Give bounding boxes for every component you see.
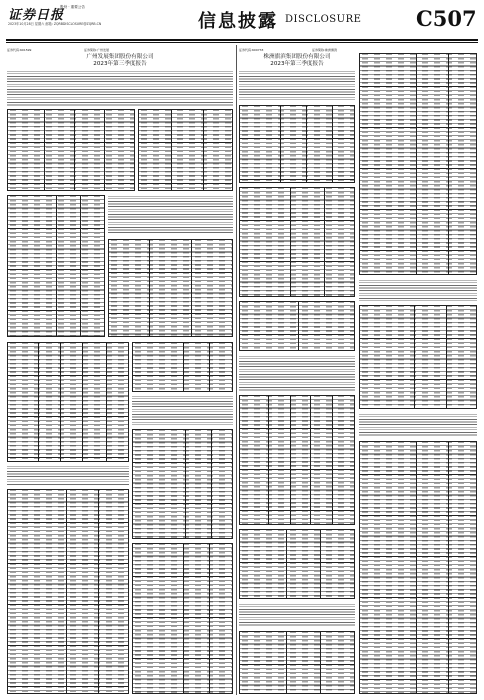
publication-info: 股份 · 重要公告 bbox=[60, 5, 85, 9]
announcement-title bbox=[6, 54, 234, 68]
data-table bbox=[239, 105, 355, 183]
column-divider bbox=[236, 45, 237, 695]
stock-short-name: 证券简称:广州发展 bbox=[84, 48, 110, 52]
text-block bbox=[239, 70, 355, 102]
data-table bbox=[239, 631, 355, 694]
stock-short-name: 证券简称:株洲旗滨 bbox=[312, 48, 338, 52]
data-table bbox=[132, 429, 233, 539]
stock-code: 证券代码:600733 bbox=[239, 48, 264, 52]
text-block bbox=[239, 603, 355, 627]
data-table bbox=[138, 109, 233, 191]
publication-date-line: 2023年10月28日 星期六 邮箱: ZQRBDISCLOSURE@ZQRB.CN bbox=[8, 22, 102, 26]
data-table bbox=[239, 529, 355, 599]
announcement-title bbox=[238, 54, 356, 68]
data-table bbox=[7, 195, 105, 337]
data-table bbox=[108, 239, 233, 337]
company-name: 广州发展集团股份有限公司 bbox=[86, 54, 154, 60]
text-block bbox=[7, 465, 129, 485]
data-table bbox=[132, 342, 233, 392]
text-block bbox=[239, 355, 355, 391]
report-name: 2023年第三季度报告 bbox=[93, 61, 147, 67]
company-name: 株洲旗滨集团股份有限公司 bbox=[263, 54, 331, 60]
data-table bbox=[359, 441, 477, 694]
newspaper-logo: 证券日报 bbox=[8, 8, 65, 23]
masthead bbox=[0, 0, 484, 44]
data-table bbox=[239, 395, 355, 525]
page-number: C507 bbox=[416, 6, 477, 31]
data-table bbox=[359, 305, 477, 409]
stock-code: 证券代码:601599 bbox=[7, 48, 32, 52]
announcement-column-left bbox=[6, 45, 234, 695]
section-title-english: DISCLOSURE bbox=[285, 14, 362, 25]
masthead-rule-thin bbox=[6, 42, 478, 43]
text-block bbox=[132, 395, 233, 425]
report-name: 2023年第三季度报告 bbox=[270, 61, 324, 67]
text-block bbox=[359, 413, 477, 437]
text-block bbox=[7, 70, 233, 106]
section-title: 信息披露 bbox=[198, 11, 278, 32]
masthead-rule bbox=[6, 39, 478, 41]
data-table bbox=[239, 301, 355, 351]
announcement-column-right bbox=[238, 45, 478, 695]
text-block bbox=[359, 279, 477, 301]
data-table bbox=[7, 342, 129, 462]
data-table bbox=[132, 543, 233, 694]
data-table bbox=[239, 187, 355, 297]
data-table bbox=[7, 109, 135, 191]
data-table bbox=[359, 53, 477, 275]
data-table bbox=[7, 489, 129, 694]
text-block bbox=[108, 195, 233, 235]
